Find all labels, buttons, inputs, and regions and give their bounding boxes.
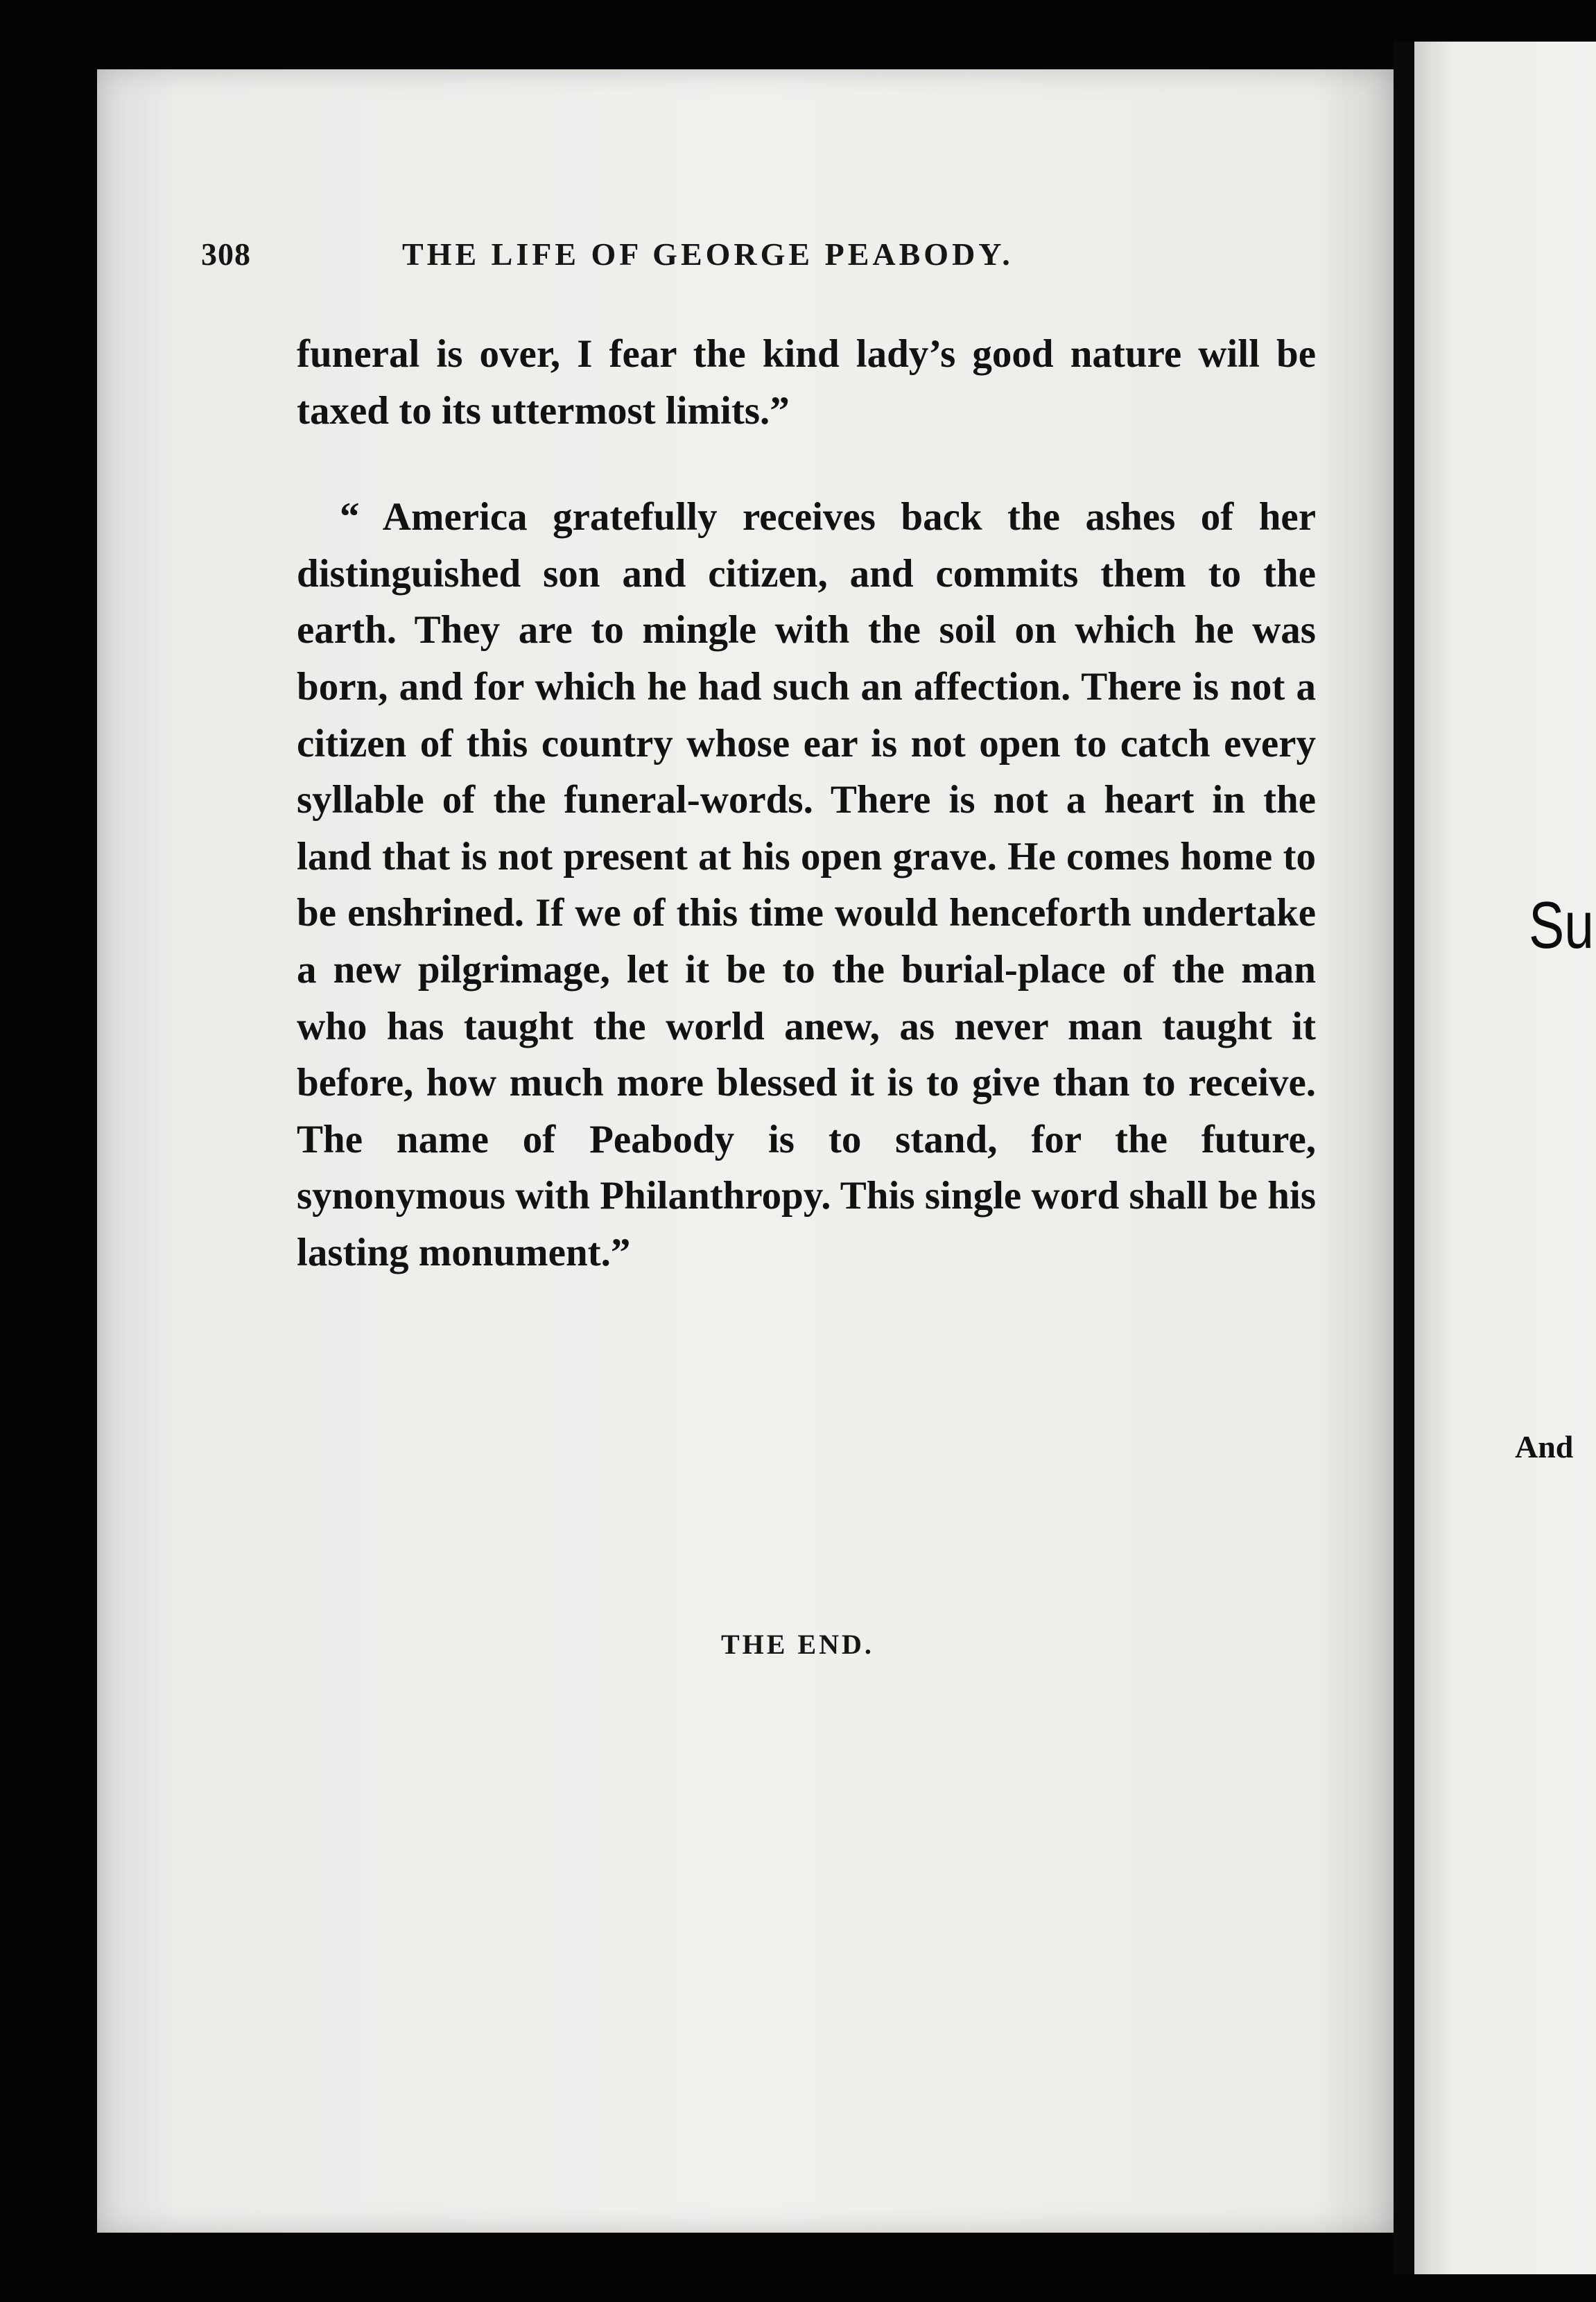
body-text [297, 326, 1316, 1281]
paragraph-continuation: funeral is over, I fear the kind lady’s good nature will be taxed to its uttermost limits.” [297, 332, 1316, 433]
page-gutter [1394, 42, 1414, 2274]
running-head-title: THE LIFE OF GEORGE PEABODY. [402, 236, 1014, 272]
the-end-label: THE END. [721, 1629, 874, 1660]
adjacent-page-word-fragment: And [1515, 1429, 1574, 1464]
page-number: 308 [201, 236, 251, 272]
adjacent-page [1414, 42, 1596, 2274]
adjacent-page-heading-fragment: Su [1529, 888, 1594, 962]
paragraph-quotation: “ America gratefully receives back the ashes of her distinguished son and citizen, and commits them to the earth. They are to mingle with the soil on which he was born, and for which he had such an affection. There is not a citizen of this country whose ear is not open to catch every syllable of the funeral-words. There is not a heart in the land that is not present at his open grave. He comes home to be enshrined. If we of this time would henceforth undertake a new pilgrimage, let it be to the burial-place of the man who has taught the world anew, as never man taught it before, how much more blessed it is to give than to receive. The name of Peabody is to stand, for the future, synonymous with Philanthropy. This single word shall be his lasting monument.” [297, 495, 1316, 1274]
running-head [201, 236, 1324, 291]
